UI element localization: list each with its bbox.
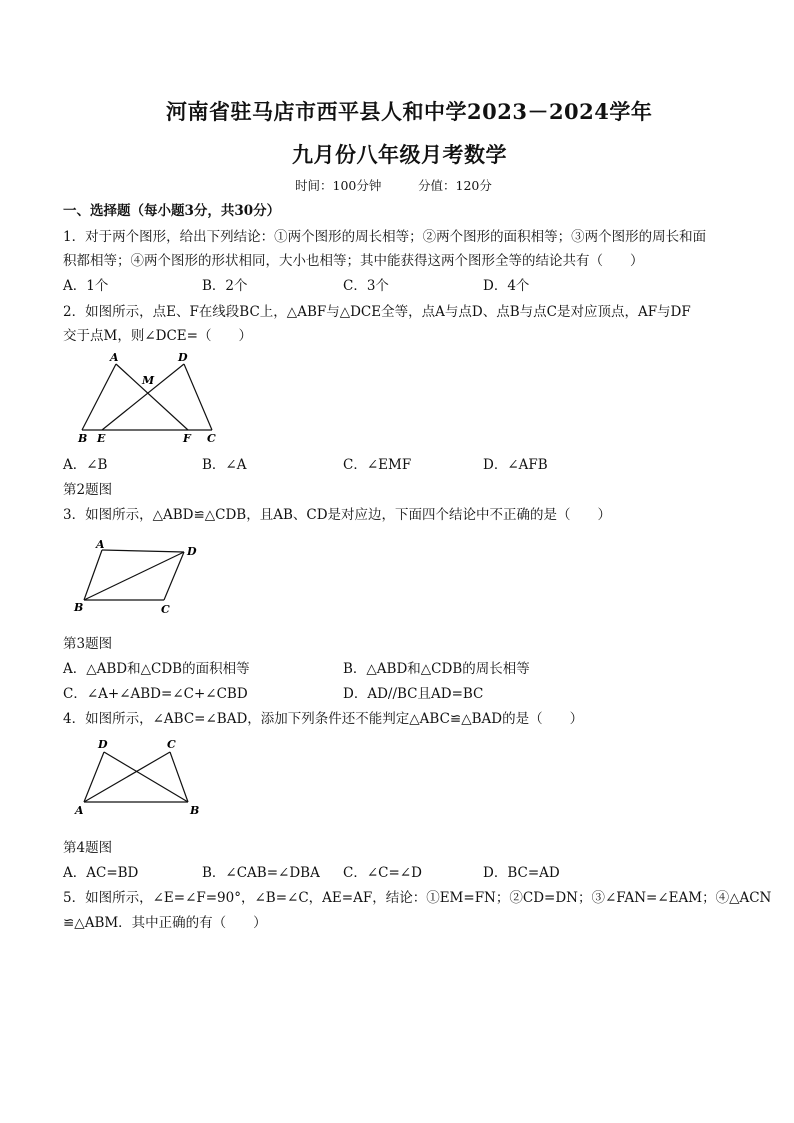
q3-label-d: D <box>187 545 197 558</box>
q4-option-a: A．AC=BD <box>63 865 139 881</box>
q4-label-d: D <box>98 738 108 751</box>
q4-option-c: C．∠C=∠D <box>343 865 422 881</box>
q2-option-b: B．∠A <box>202 457 247 473</box>
exam-time: 时间：100分钟 <box>295 178 382 193</box>
q1-option-c: C．3个 <box>343 278 389 294</box>
q3-caption: 第3题图 <box>63 636 113 652</box>
q3-label-c: C <box>161 603 170 616</box>
q2-label-e: E <box>97 432 106 445</box>
q4-caption: 第4题图 <box>63 840 113 856</box>
q5-text-line1: 5．如图所示，∠E=∠F=90°，∠B=∠C，AE=AF，结论：①EM=FN；②CD=DN；③∠FAN=∠EAM；④△ACN <box>63 890 772 906</box>
exam-title-line1: 河南省驻马店市西平县人和中学2023－2024学年 <box>166 99 653 124</box>
q2-label-c: C <box>207 432 216 445</box>
q4-text-line1: 4．如图所示，∠ABC=∠BAD，添加下列条件还不能判定△ABC≌△BAD的是（ ） <box>63 711 584 727</box>
q2-option-c: C．∠EMF <box>343 457 412 473</box>
q5-text-line2: ≌△ABM．其中正确的有（ ） <box>63 915 267 931</box>
q2-label-b: B <box>78 432 88 445</box>
exam-title-line2: 九月份八年级月考数学 <box>292 142 507 167</box>
q3-option-d: D．AD//BC且AD=BC <box>343 686 484 702</box>
q4-option-d: D．BC=AD <box>483 865 560 881</box>
q3-option-c: C．∠A+∠ABD=∠C+∠CBD <box>63 686 248 702</box>
q2-option-d: D．∠AFB <box>483 457 548 473</box>
q2-option-a: A．∠B <box>63 457 108 473</box>
q3-option-b: B．△ABD和△CDB的周长相等 <box>343 661 530 677</box>
q3-label-a: A <box>96 538 105 551</box>
q4-label-c: C <box>167 738 176 751</box>
q2-label-f: F <box>183 432 191 445</box>
q4-label-a: A <box>75 804 84 817</box>
q1-option-d: D．4个 <box>483 278 530 294</box>
section-heading: 一、选择题（每小题3分，共30分） <box>63 203 281 219</box>
q3-text-line1: 3．如图所示，△ABD≌△CDB，且AB、CD是对应边，下面四个结论中不正确的是（ ） <box>63 507 612 523</box>
q4-option-b: B．∠CAB=∠DBA <box>202 865 320 881</box>
q1-text-line1: 1．对于两个图形，给出下列结论：①两个图形的周长相等；②两个图形的面积相等；③两个图形的周长和面 <box>63 229 707 245</box>
q2-text-line1: 2．如图所示，点E、F在线段BC上，△ABF与△DCE全等，点A与点D、点B与点C是对应顶点，AF与DF <box>63 304 691 320</box>
q2-figure <box>72 348 232 448</box>
q2-label-d: D <box>178 351 188 364</box>
q2-caption: 第2题图 <box>63 482 113 498</box>
q1-option-b: B．2个 <box>202 278 248 294</box>
exam-score: 分值：120分 <box>418 178 492 193</box>
q2-label-a: A <box>110 351 119 364</box>
q4-label-b: B <box>190 804 200 817</box>
q2-text-line2: 交于点M，则∠DCE=（ ） <box>63 328 252 344</box>
q4-figure <box>70 736 210 822</box>
q3-option-a: A．△ABD和△CDB的面积相等 <box>63 661 250 677</box>
q2-label-m: M <box>142 374 155 387</box>
q3-label-b: B <box>74 601 84 614</box>
q1-option-a: A．1个 <box>63 278 109 294</box>
q3-figure <box>68 538 208 618</box>
q1-text-line2: 积都相等；④两个图形的形状相同，大小也相等；其中能获得这两个图形全等的结论共有（ ） <box>63 253 644 269</box>
